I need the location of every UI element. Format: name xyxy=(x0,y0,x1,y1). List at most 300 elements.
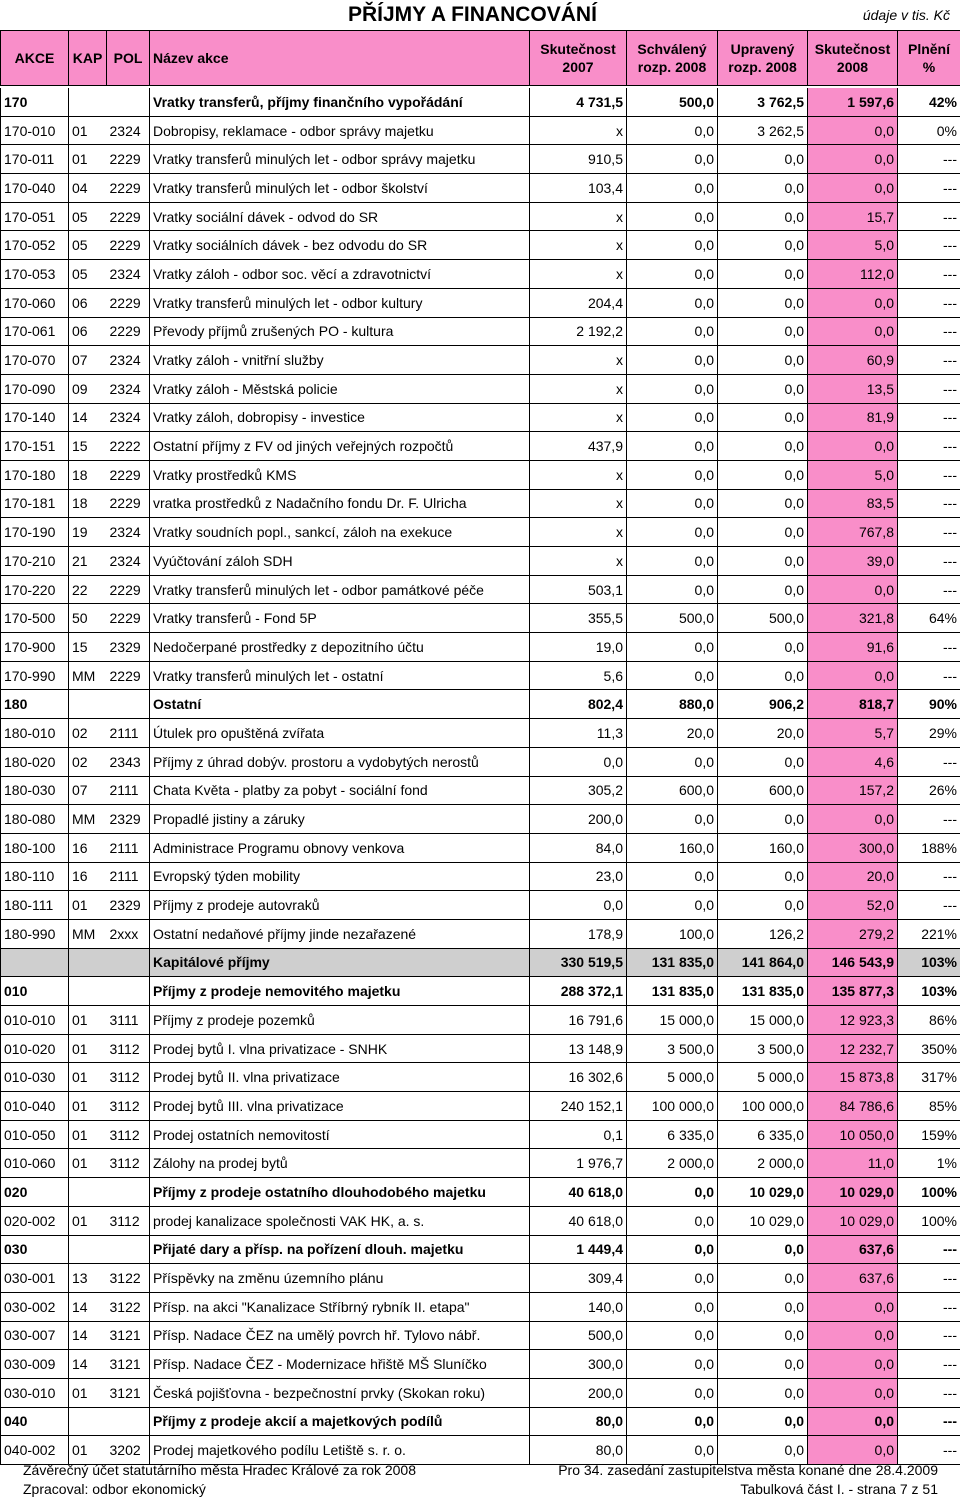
cell-schvaleny: 0,0 xyxy=(627,633,718,662)
cell-kap: 06 xyxy=(69,317,107,346)
cell-nazev: Příjmy z prodeje nemovitého majetku xyxy=(150,977,530,1006)
cell-skutecnost-2008: 15 873,8 xyxy=(808,1063,898,1092)
cell-skutecnost-2008: 12 232,7 xyxy=(808,1034,898,1063)
cell-upraveny: 160,0 xyxy=(718,833,808,862)
cell-schvaleny: 0,0 xyxy=(627,1206,718,1235)
cell-akce: 170-900 xyxy=(1,633,69,662)
cell-plneni: --- xyxy=(898,460,960,489)
cell-pol: 2229 xyxy=(107,317,150,346)
cell-pol: 3122 xyxy=(107,1292,150,1321)
cell-schvaleny: 0,0 xyxy=(627,1436,718,1465)
cell-plneni: --- xyxy=(898,1350,960,1379)
cell-akce: 030-002 xyxy=(1,1292,69,1321)
table-row xyxy=(1,547,960,576)
cell-upraveny: 100 000,0 xyxy=(718,1092,808,1121)
cell-kap: 01 xyxy=(69,1378,107,1407)
cell-plneni: 42% xyxy=(898,88,960,116)
cell-skutecnost-2007: 40 618,0 xyxy=(530,1178,627,1207)
header-pol: POL xyxy=(107,31,150,86)
cell-plneni: --- xyxy=(898,633,960,662)
table-row xyxy=(1,202,960,231)
cell-skutecnost-2008: 10 029,0 xyxy=(808,1178,898,1207)
cell-plneni: --- xyxy=(898,518,960,547)
cell-nazev: Vratky transferů minulých let - odbor školství xyxy=(150,174,530,203)
cell-pol: 3112 xyxy=(107,1063,150,1092)
cell-akce: 170-010 xyxy=(1,116,69,145)
cell-kap: 18 xyxy=(69,489,107,518)
cell-akce: 170-052 xyxy=(1,231,69,260)
cell-skutecnost-2007: 40 618,0 xyxy=(530,1206,627,1235)
header-akce: AKCE xyxy=(1,31,69,86)
cell-kap: 13 xyxy=(69,1264,107,1293)
cell-pol: 2229 xyxy=(107,489,150,518)
cell-schvaleny: 0,0 xyxy=(627,862,718,891)
cell-kap xyxy=(69,88,107,116)
table-row xyxy=(1,346,960,375)
footer-left-1: Závěrečný účet statutárního města Hradec Králové za rok 2008 xyxy=(23,1462,416,1478)
cell-akce: 170-180 xyxy=(1,460,69,489)
cell-skutecnost-2007: x xyxy=(530,374,627,403)
cell-nazev: Vratky transferů, příjmy finančního vypořádání xyxy=(150,88,530,116)
cell-skutecnost-2008: 0,0 xyxy=(808,317,898,346)
cell-akce: 020 xyxy=(1,1178,69,1207)
cell-skutecnost-2008: 0,0 xyxy=(808,575,898,604)
cell-pol: 2229 xyxy=(107,145,150,174)
cell-nazev: Příjmy z prodeje pozemků xyxy=(150,1006,530,1035)
cell-plneni: --- xyxy=(898,1321,960,1350)
cell-skutecnost-2007: 437,9 xyxy=(530,432,627,461)
cell-upraveny: 0,0 xyxy=(718,1350,808,1379)
cell-skutecnost-2007: 330 519,5 xyxy=(530,948,627,977)
table-row xyxy=(1,1206,960,1235)
cell-akce: 170-053 xyxy=(1,260,69,289)
cell-pol: 2324 xyxy=(107,346,150,375)
cell-schvaleny: 0,0 xyxy=(627,1178,718,1207)
cell-schvaleny: 0,0 xyxy=(627,231,718,260)
cell-pol: 2229 xyxy=(107,202,150,231)
cell-skutecnost-2007: 1 976,7 xyxy=(530,1149,627,1178)
cell-upraveny: 906,2 xyxy=(718,690,808,719)
cell-akce: 030 xyxy=(1,1235,69,1264)
cell-schvaleny: 0,0 xyxy=(627,174,718,203)
cell-akce: 010-050 xyxy=(1,1120,69,1149)
cell-akce: 170-060 xyxy=(1,288,69,317)
table-header xyxy=(0,30,960,86)
cell-akce: 170-990 xyxy=(1,661,69,690)
cell-skutecnost-2008: 767,8 xyxy=(808,518,898,547)
cell-pol: 3112 xyxy=(107,1034,150,1063)
cell-kap: 14 xyxy=(69,1350,107,1379)
cell-skutecnost-2008: 112,0 xyxy=(808,260,898,289)
cell-plneni: --- xyxy=(898,1436,960,1465)
cell-nazev: Evropský týden mobility xyxy=(150,862,530,891)
cell-pol: 2329 xyxy=(107,891,150,920)
cell-plneni: 29% xyxy=(898,719,960,748)
cell-nazev: Vratky záloh - odbor soc. věcí a zdravotnictví xyxy=(150,260,530,289)
cell-schvaleny: 500,0 xyxy=(627,88,718,116)
table-row xyxy=(1,1063,960,1092)
cell-schvaleny: 0,0 xyxy=(627,317,718,346)
cell-pol: 3122 xyxy=(107,1264,150,1293)
cell-skutecnost-2008: 0,0 xyxy=(808,805,898,834)
cell-schvaleny: 0,0 xyxy=(627,460,718,489)
table-row xyxy=(1,919,960,948)
table-row xyxy=(1,374,960,403)
cell-skutecnost-2007: 503,1 xyxy=(530,575,627,604)
cell-skutecnost-2007: 500,0 xyxy=(530,1321,627,1350)
cell-pol: 3112 xyxy=(107,1206,150,1235)
cell-skutecnost-2007: 178,9 xyxy=(530,919,627,948)
cell-skutecnost-2007: 103,4 xyxy=(530,174,627,203)
cell-plneni: 317% xyxy=(898,1063,960,1092)
cell-upraveny: 0,0 xyxy=(718,432,808,461)
cell-schvaleny: 0,0 xyxy=(627,1407,718,1436)
header-skutecnost-2007: Skutečnost 2007 xyxy=(530,31,627,86)
cell-pol: 3112 xyxy=(107,1120,150,1149)
cell-plneni: --- xyxy=(898,346,960,375)
cell-pol: 3112 xyxy=(107,1149,150,1178)
cell-schvaleny: 0,0 xyxy=(627,346,718,375)
cell-akce: 170-061 xyxy=(1,317,69,346)
cell-akce: 030-007 xyxy=(1,1321,69,1350)
cell-nazev: Převody příjmů zrušených PO - kultura xyxy=(150,317,530,346)
cell-skutecnost-2007: x xyxy=(530,489,627,518)
cell-skutecnost-2008: 81,9 xyxy=(808,403,898,432)
table-row xyxy=(1,604,960,633)
cell-pol: 3121 xyxy=(107,1378,150,1407)
cell-kap: 16 xyxy=(69,833,107,862)
cell-pol xyxy=(107,690,150,719)
cell-schvaleny: 0,0 xyxy=(627,1292,718,1321)
cell-schvaleny: 0,0 xyxy=(627,432,718,461)
header-schvaleny: Schválený rozp. 2008 xyxy=(627,31,718,86)
cell-skutecnost-2007: 0,0 xyxy=(530,891,627,920)
cell-pol: 2229 xyxy=(107,661,150,690)
cell-plneni: 100% xyxy=(898,1206,960,1235)
cell-kap: 50 xyxy=(69,604,107,633)
cell-upraveny: 3 262,5 xyxy=(718,116,808,145)
cell-nazev: Dobropisy, reklamace - odbor správy majetku xyxy=(150,116,530,145)
cell-pol: 2343 xyxy=(107,747,150,776)
cell-schvaleny: 100,0 xyxy=(627,919,718,948)
cell-skutecnost-2008: 321,8 xyxy=(808,604,898,633)
cell-schvaleny: 0,0 xyxy=(627,489,718,518)
cell-plneni: --- xyxy=(898,1235,960,1264)
cell-upraveny: 0,0 xyxy=(718,862,808,891)
cell-nazev: Vratky záloh - Městská policie xyxy=(150,374,530,403)
cell-schvaleny: 0,0 xyxy=(627,805,718,834)
cell-skutecnost-2007: 200,0 xyxy=(530,805,627,834)
cell-upraveny: 2 000,0 xyxy=(718,1149,808,1178)
cell-nazev: Prodej majetkového podílu Letiště s. r. o. xyxy=(150,1436,530,1465)
cell-pol: 2222 xyxy=(107,432,150,461)
cell-pol: 2111 xyxy=(107,776,150,805)
cell-nazev: Vratky transferů minulých let - odbor kultury xyxy=(150,288,530,317)
cell-plneni: 100% xyxy=(898,1178,960,1207)
cell-kap: 14 xyxy=(69,1321,107,1350)
cell-skutecnost-2008: 0,0 xyxy=(808,1378,898,1407)
cell-nazev: Administrace Programu obnovy venkova xyxy=(150,833,530,862)
cell-schvaleny: 2 000,0 xyxy=(627,1149,718,1178)
cell-upraveny: 15 000,0 xyxy=(718,1006,808,1035)
cell-pol: 3121 xyxy=(107,1321,150,1350)
cell-nazev: Přísp. Nadace ČEZ - Modernizace hřiště MŠ Sluníčko xyxy=(150,1350,530,1379)
cell-schvaleny: 5 000,0 xyxy=(627,1063,718,1092)
cell-plneni: 26% xyxy=(898,776,960,805)
cell-skutecnost-2008: 0,0 xyxy=(808,661,898,690)
cell-nazev: Ostatní xyxy=(150,690,530,719)
cell-kap: 15 xyxy=(69,432,107,461)
cell-pol: 2229 xyxy=(107,460,150,489)
cell-pol: 2324 xyxy=(107,260,150,289)
cell-plneni: --- xyxy=(898,288,960,317)
cell-kap: 01 xyxy=(69,1120,107,1149)
cell-schvaleny: 0,0 xyxy=(627,202,718,231)
cell-skutecnost-2007: 2 192,2 xyxy=(530,317,627,346)
cell-plneni: --- xyxy=(898,317,960,346)
cell-plneni: 103% xyxy=(898,977,960,1006)
cell-nazev: Zálohy na prodej bytů xyxy=(150,1149,530,1178)
cell-kap: 09 xyxy=(69,374,107,403)
cell-plneni: --- xyxy=(898,661,960,690)
cell-kap xyxy=(69,948,107,977)
cell-upraveny: 0,0 xyxy=(718,460,808,489)
cell-skutecnost-2007: 13 148,9 xyxy=(530,1034,627,1063)
cell-skutecnost-2007: 802,4 xyxy=(530,690,627,719)
cell-skutecnost-2007: 1 449,4 xyxy=(530,1235,627,1264)
cell-upraveny: 141 864,0 xyxy=(718,948,808,977)
footer-left-2: Zpracoval: odbor ekonomický xyxy=(23,1481,206,1497)
cell-skutecnost-2008: 1 597,6 xyxy=(808,88,898,116)
cell-schvaleny: 0,0 xyxy=(627,547,718,576)
cell-plneni: --- xyxy=(898,1292,960,1321)
cell-skutecnost-2007: 305,2 xyxy=(530,776,627,805)
cell-plneni: --- xyxy=(898,202,960,231)
cell-schvaleny: 600,0 xyxy=(627,776,718,805)
cell-schvaleny: 3 500,0 xyxy=(627,1034,718,1063)
cell-upraveny: 0,0 xyxy=(718,747,808,776)
cell-plneni: 159% xyxy=(898,1120,960,1149)
cell-pol: 2324 xyxy=(107,518,150,547)
cell-skutecnost-2007: 204,4 xyxy=(530,288,627,317)
table-row xyxy=(1,805,960,834)
cell-skutecnost-2008: 84 786,6 xyxy=(808,1092,898,1121)
cell-skutecnost-2008: 83,5 xyxy=(808,489,898,518)
table-row xyxy=(1,1350,960,1379)
cell-akce: 170-500 xyxy=(1,604,69,633)
cell-akce: 180-111 xyxy=(1,891,69,920)
cell-schvaleny: 0,0 xyxy=(627,116,718,145)
total-row xyxy=(1,948,960,977)
cell-plneni: 350% xyxy=(898,1034,960,1063)
cell-akce: 170-040 xyxy=(1,174,69,203)
cell-upraveny: 0,0 xyxy=(718,633,808,662)
cell-schvaleny: 500,0 xyxy=(627,604,718,633)
cell-plneni: --- xyxy=(898,747,960,776)
cell-upraveny: 500,0 xyxy=(718,604,808,633)
cell-upraveny: 0,0 xyxy=(718,231,808,260)
cell-kap: 14 xyxy=(69,403,107,432)
cell-skutecnost-2008: 91,6 xyxy=(808,633,898,662)
cell-pol: 2111 xyxy=(107,833,150,862)
cell-skutecnost-2007: 200,0 xyxy=(530,1378,627,1407)
cell-plneni: 1% xyxy=(898,1149,960,1178)
cell-skutecnost-2007: 0,1 xyxy=(530,1120,627,1149)
cell-pol: 3121 xyxy=(107,1350,150,1379)
cell-upraveny: 0,0 xyxy=(718,374,808,403)
cell-plneni: --- xyxy=(898,1264,960,1293)
footer-right-2: Tabulková část I. - strana 7 z 51 xyxy=(740,1481,938,1497)
cell-plneni: --- xyxy=(898,805,960,834)
section-row xyxy=(1,1178,960,1207)
cell-schvaleny: 20,0 xyxy=(627,719,718,748)
cell-plneni: --- xyxy=(898,1407,960,1436)
cell-upraveny: 0,0 xyxy=(718,403,808,432)
cell-pol: 2324 xyxy=(107,116,150,145)
cell-pol: 2229 xyxy=(107,575,150,604)
cell-schvaleny: 0,0 xyxy=(627,575,718,604)
table-row xyxy=(1,1092,960,1121)
header-nazev: Název akce xyxy=(150,31,530,86)
cell-akce: 170 xyxy=(1,88,69,116)
section-row xyxy=(1,977,960,1006)
cell-pol: 2xxx xyxy=(107,919,150,948)
table-row xyxy=(1,116,960,145)
cell-skutecnost-2007: x xyxy=(530,231,627,260)
cell-kap: 01 xyxy=(69,145,107,174)
cell-kap xyxy=(69,1178,107,1207)
section-row xyxy=(1,1235,960,1264)
cell-akce: 020-002 xyxy=(1,1206,69,1235)
cell-upraveny: 0,0 xyxy=(718,1407,808,1436)
cell-upraveny: 3 500,0 xyxy=(718,1034,808,1063)
cell-schvaleny: 0,0 xyxy=(627,518,718,547)
cell-kap xyxy=(69,1235,107,1264)
cell-skutecnost-2007: 80,0 xyxy=(530,1436,627,1465)
cell-akce: 170-070 xyxy=(1,346,69,375)
cell-plneni: --- xyxy=(898,145,960,174)
cell-skutecnost-2007: 19,0 xyxy=(530,633,627,662)
cell-kap: 01 xyxy=(69,1206,107,1235)
cell-pol: 3112 xyxy=(107,1092,150,1121)
cell-skutecnost-2008: 15,7 xyxy=(808,202,898,231)
cell-kap: 01 xyxy=(69,116,107,145)
cell-nazev: prodej kanalizace společnosti VAK HK, a. s. xyxy=(150,1206,530,1235)
cell-kap: 01 xyxy=(69,1092,107,1121)
cell-kap: 01 xyxy=(69,1436,107,1465)
table-row xyxy=(1,719,960,748)
cell-schvaleny: 880,0 xyxy=(627,690,718,719)
cell-upraveny: 0,0 xyxy=(718,288,808,317)
cell-skutecnost-2007: 140,0 xyxy=(530,1292,627,1321)
cell-upraveny: 0,0 xyxy=(718,1378,808,1407)
cell-akce: 040 xyxy=(1,1407,69,1436)
cell-kap: MM xyxy=(69,919,107,948)
cell-pol: 2111 xyxy=(107,862,150,891)
cell-kap: 07 xyxy=(69,346,107,375)
table-row xyxy=(1,575,960,604)
units-note: údaje v tis. Kč xyxy=(862,7,950,23)
cell-kap: 21 xyxy=(69,547,107,576)
cell-akce: 170-140 xyxy=(1,403,69,432)
cell-upraveny: 20,0 xyxy=(718,719,808,748)
cell-schvaleny: 0,0 xyxy=(627,747,718,776)
table-row xyxy=(1,661,960,690)
cell-skutecnost-2008: 60,9 xyxy=(808,346,898,375)
cell-pol: 3111 xyxy=(107,1006,150,1035)
cell-akce: 170-210 xyxy=(1,547,69,576)
cell-nazev: Propadlé jistiny a záruky xyxy=(150,805,530,834)
section-row xyxy=(1,88,960,116)
cell-upraveny: 0,0 xyxy=(718,1321,808,1350)
cell-skutecnost-2008: 5,7 xyxy=(808,719,898,748)
table-row xyxy=(1,1292,960,1321)
cell-schvaleny: 0,0 xyxy=(627,1321,718,1350)
cell-upraveny: 0,0 xyxy=(718,174,808,203)
cell-skutecnost-2008: 157,2 xyxy=(808,776,898,805)
cell-upraveny: 0,0 xyxy=(718,1264,808,1293)
cell-plneni: --- xyxy=(898,891,960,920)
cell-akce: 010-010 xyxy=(1,1006,69,1035)
cell-pol xyxy=(107,1407,150,1436)
cell-plneni: 188% xyxy=(898,833,960,862)
cell-upraveny: 0,0 xyxy=(718,1436,808,1465)
cell-akce: 040-002 xyxy=(1,1436,69,1465)
table-row xyxy=(1,1034,960,1063)
cell-pol: 2324 xyxy=(107,403,150,432)
cell-skutecnost-2008: 300,0 xyxy=(808,833,898,862)
cell-skutecnost-2008: 0,0 xyxy=(808,145,898,174)
cell-akce: 170-220 xyxy=(1,575,69,604)
cell-akce: 180-010 xyxy=(1,719,69,748)
cell-skutecnost-2007: x xyxy=(530,547,627,576)
cell-kap: 01 xyxy=(69,1149,107,1178)
cell-kap: 01 xyxy=(69,1063,107,1092)
cell-schvaleny: 15 000,0 xyxy=(627,1006,718,1035)
cell-akce: 180-990 xyxy=(1,919,69,948)
page-title: PŘÍJMY A FINANCOVÁNÍ xyxy=(348,3,597,26)
cell-skutecnost-2008: 10 050,0 xyxy=(808,1120,898,1149)
cell-skutecnost-2007: 11,3 xyxy=(530,719,627,748)
cell-skutecnost-2007: 288 372,1 xyxy=(530,977,627,1006)
table-row xyxy=(1,1120,960,1149)
cell-nazev: Česká pojišťovna - bezpečnostní prvky (Skokan roku) xyxy=(150,1378,530,1407)
cell-skutecnost-2008: 0,0 xyxy=(808,1321,898,1350)
cell-skutecnost-2007: x xyxy=(530,460,627,489)
cell-skutecnost-2008: 52,0 xyxy=(808,891,898,920)
cell-schvaleny: 131 835,0 xyxy=(627,948,718,977)
cell-plneni: 221% xyxy=(898,919,960,948)
cell-skutecnost-2007: 240 152,1 xyxy=(530,1092,627,1121)
cell-upraveny: 0,0 xyxy=(718,547,808,576)
cell-skutecnost-2007: 5,6 xyxy=(530,661,627,690)
cell-nazev: Vratky sociální dávek - odvod do SR xyxy=(150,202,530,231)
cell-akce: 170-011 xyxy=(1,145,69,174)
cell-schvaleny: 0,0 xyxy=(627,1378,718,1407)
cell-plneni: --- xyxy=(898,403,960,432)
cell-plneni: --- xyxy=(898,862,960,891)
cell-skutecnost-2008: 818,7 xyxy=(808,690,898,719)
table-row xyxy=(1,776,960,805)
cell-schvaleny: 0,0 xyxy=(627,661,718,690)
cell-nazev: Vratky transferů minulých let - odbor památkové péče xyxy=(150,575,530,604)
cell-nazev: Prodej bytů III. vlna privatizace xyxy=(150,1092,530,1121)
cell-kap: 18 xyxy=(69,460,107,489)
cell-pol xyxy=(107,1235,150,1264)
cell-pol: 2229 xyxy=(107,288,150,317)
table-row xyxy=(1,747,960,776)
cell-upraveny: 10 029,0 xyxy=(718,1206,808,1235)
